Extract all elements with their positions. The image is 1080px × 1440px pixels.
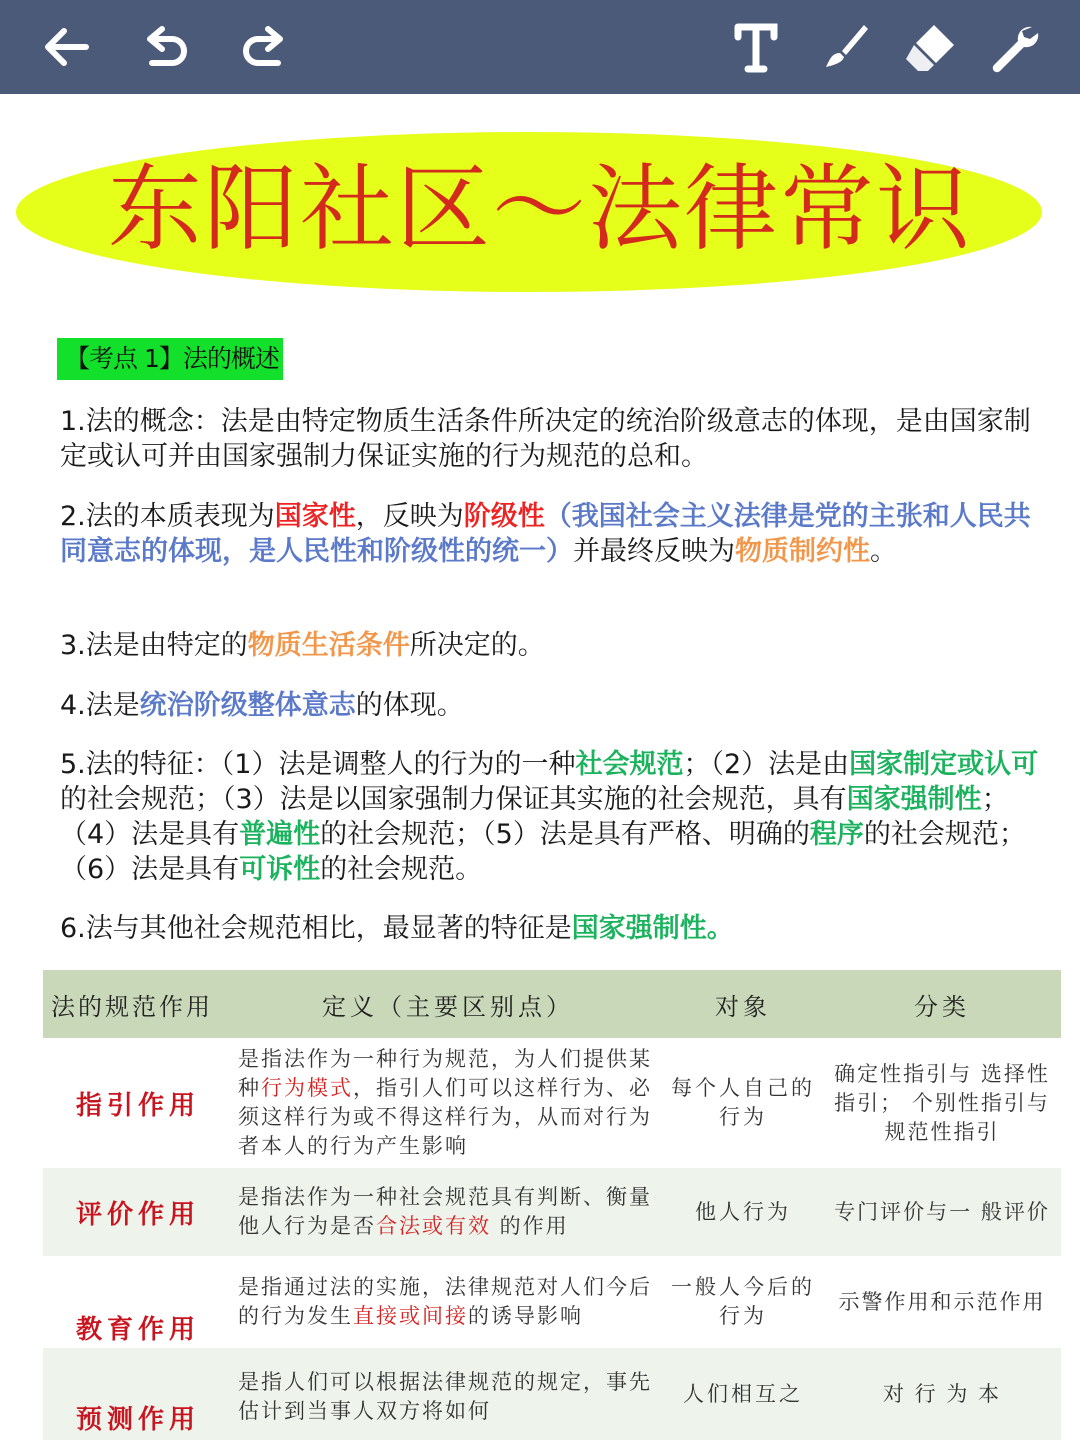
highlight-coercive-final: 国家强制性。 xyxy=(571,913,734,944)
function-name: 指引作用 xyxy=(75,1090,200,1121)
highlight-will: 统治阶级整体意志 xyxy=(139,690,356,721)
paragraph-5 xyxy=(60,747,1052,887)
text-span: 。 xyxy=(870,536,897,567)
highlight-conditions: 物质生活条件 xyxy=(247,630,410,661)
paragraph-3 xyxy=(60,628,1052,663)
text-span: 的作用 xyxy=(491,1214,569,1238)
definition-cell xyxy=(233,1168,663,1256)
function-name: 评价作用 xyxy=(75,1199,200,1230)
text-span: ；（4）法是具有 xyxy=(60,784,1009,850)
wrench-icon[interactable] xyxy=(984,17,1044,77)
function-name: 预测作用 xyxy=(75,1405,200,1435)
text-span: 的诱导影响 xyxy=(468,1304,583,1328)
highlight-state: 国家性 xyxy=(274,501,356,532)
header-cell: 法的规范作用 xyxy=(51,992,213,1021)
undo-icon[interactable] xyxy=(136,17,196,77)
highlight-social-norm: 社会规范 xyxy=(575,749,684,780)
object-cell: 他人行为 xyxy=(695,1199,791,1224)
text-span: 是指法作为一种社会规范具有判断、衡量他人行为是否 xyxy=(238,1185,652,1238)
category-cell: 对 行 为 本 xyxy=(882,1382,1002,1406)
table-row xyxy=(43,1256,1061,1348)
object-cell: 人们相互之 xyxy=(683,1382,803,1406)
text-span: ，指引人们可以这样行为、必须这样行为或不得这样行为，从而对行为者本人的行为产生影响 xyxy=(238,1076,652,1158)
text-span: 3.法是由特定的 xyxy=(60,630,248,661)
text-span: ，反映为 xyxy=(355,501,464,532)
text-span: ；（2）法是由 xyxy=(683,749,850,780)
table-row xyxy=(43,1038,1061,1168)
text-span: 是指通过法的实施，法律规范对人们今后的行为发生 xyxy=(238,1275,652,1328)
table-row xyxy=(43,1348,1061,1440)
header-cell: 定义（主要区别点） xyxy=(322,992,574,1021)
definition-cell xyxy=(233,1348,663,1440)
text-span: 4.法是 xyxy=(60,690,140,721)
paragraph-1: 1.法的概念：法是由特定物质生活条件所决定的统治阶级意志的体现，是由国家制定或认可并由国家强制力保证实施的行为规范的总和。 xyxy=(60,406,1031,472)
highlight-class: 阶级性 xyxy=(463,501,545,532)
back-arrow-icon[interactable] xyxy=(36,17,96,77)
highlight-people: （我国社会主义法律是党的主张和人民共同意志的体现，是人民性和阶级性的统一） xyxy=(60,501,1031,567)
text-span: 5.法的特征：（1）法是调整人的行为的一种 xyxy=(60,749,576,780)
text-span: 的社会规范。 xyxy=(320,854,483,885)
page-title: 东阳社区～法律常识 xyxy=(107,155,972,264)
paragraph-4 xyxy=(60,688,1052,723)
top-toolbar xyxy=(0,0,1080,94)
text-span: 的社会规范；（6）法是具有 xyxy=(60,819,1026,885)
brush-icon[interactable] xyxy=(814,17,874,77)
object-cell: 一般人今后的行为 xyxy=(671,1275,815,1328)
text-span: 是指人们可以根据法律规范的规定，事先估计到当事人双方将如何 xyxy=(238,1370,652,1423)
header-cell: 分类 xyxy=(914,992,970,1021)
function-name: 教育作用 xyxy=(75,1315,200,1345)
highlight-term: 合法或有效 xyxy=(376,1214,491,1238)
text-span: 6.法与其他社会规范相比，最显著的特征是 xyxy=(60,913,572,944)
highlight-enact: 国家制定或认可 xyxy=(849,749,1039,780)
highlight-material: 物质制约性 xyxy=(735,536,870,567)
header-cell: 对象 xyxy=(715,992,771,1021)
text-span: 所决定的。 xyxy=(409,630,545,661)
table-header xyxy=(43,970,1061,1038)
paragraph-2 xyxy=(60,499,1052,569)
object-cell: 每个人自己的行为 xyxy=(671,1076,815,1129)
category-cell: 示警作用和示范作用 xyxy=(838,1289,1046,1314)
highlight-term: 直接或间接 xyxy=(353,1304,468,1328)
highlight-actionable: 可诉性 xyxy=(239,854,321,885)
highlight-coercive: 国家强制性 xyxy=(846,784,982,815)
eraser-icon[interactable] xyxy=(900,17,960,77)
norm-function-table xyxy=(43,970,1061,1440)
text-span: 并最终反映为 xyxy=(573,536,735,567)
highlight-procedure: 程序 xyxy=(809,819,864,850)
highlight-term: 行为模式 xyxy=(261,1076,353,1100)
section-label: 【考点 1】法的概述 xyxy=(57,338,283,380)
highlight-universal: 普遍性 xyxy=(239,819,321,850)
text-span: 的社会规范；（5）法是具有严格、明确的 xyxy=(320,819,810,850)
definition-cell xyxy=(233,1256,663,1348)
text-span: 是指法作为一种行为规范，为人们提供某种 xyxy=(238,1047,652,1100)
text-icon[interactable] xyxy=(726,17,786,77)
category-cell: 确定性指引与 选择性指引； 个别性指引与 规范性指引 xyxy=(834,1061,1050,1144)
text-span: 的体现。 xyxy=(355,690,464,721)
text-span: 2.法的本质表现为 xyxy=(60,501,275,532)
text-span: 的社会规范；（3）法是以国家强制力保证其实施的社会规范，具有 xyxy=(60,784,847,815)
redo-icon[interactable] xyxy=(234,17,294,77)
paragraph-6 xyxy=(60,911,1052,946)
table-row xyxy=(43,1168,1061,1256)
definition-cell xyxy=(233,1038,663,1168)
category-cell: 专门评价与一 般评价 xyxy=(834,1199,1050,1224)
